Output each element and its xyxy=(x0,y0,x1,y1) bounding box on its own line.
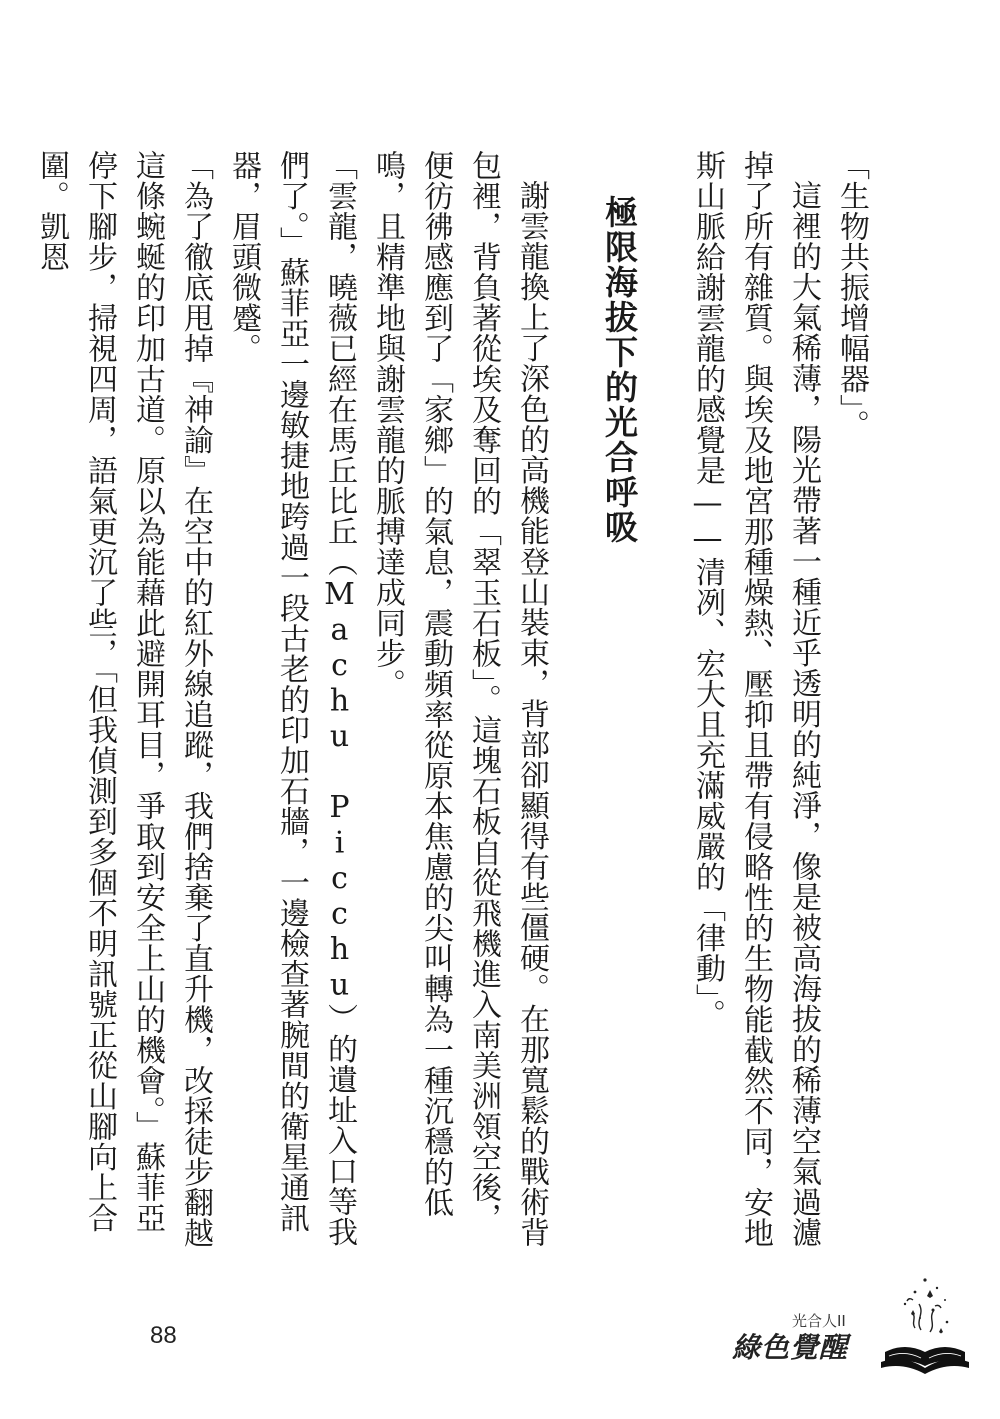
paragraph: 「為了徹底甩掉『神諭』在空中的紅外線追蹤，我們捨棄了直升機，改採徒步翻越這條蜿蜒的印加古道。原以為能藉此避開耳目，爭取到安全上山的機會。」蘇菲亞停下腳步，掃視四周，語氣更沉了些，「但我偵測到多個不明訊號正從山腳向上合圍。凱恩 xyxy=(34,150,213,1248)
page-number: 88 xyxy=(150,1322,177,1349)
series-label: 光合人II xyxy=(792,1312,846,1330)
paragraph: 這裡的大氣稀薄，陽光帶著一種近乎透明的純淨，像是被高海拔的稀薄空氣過濾掉了所有雜質。與埃及地宮那種燥熱、壓抑且帶有侵略性的生物能截然不同，安地斯山脈給謝雲龍的感覺是——清冽、宏大且充滿威嚴的「律動」。 xyxy=(690,150,821,1248)
paragraph: 「生物共振增幅器」。 xyxy=(834,150,869,440)
section-heading: 極限海拔下的光合呼吸 xyxy=(600,195,639,545)
open-book-icon xyxy=(875,1270,975,1390)
paragraph: 「雲龍，曉薇已經在馬丘比丘（Machu Picchu）的遺址入口等我們了。」蘇菲亞一邊敏捷地跨過一段古老的印加石牆，一邊檢查著腕間的衛星通訊器，眉頭微蹙。 xyxy=(226,150,357,1247)
paragraph: 謝雲龍換上了深色的高機能登山裝束，背部卻顯得有些僵硬。在那寬鬆的戰術背包裡，背負著從埃及奪回的「翠玉石板」。這塊石板自從飛機進入南美洲領空後，便彷彿感應到了「家鄉」的氣息，震動頻率從原本焦慮的尖叫轉為一種沉穩的低鳴，且精準地與謝雲龍的脈搏達成同步。 xyxy=(370,150,549,1248)
book-title: 綠色覺醒 xyxy=(732,1331,849,1364)
body-text xyxy=(27,150,875,1260)
